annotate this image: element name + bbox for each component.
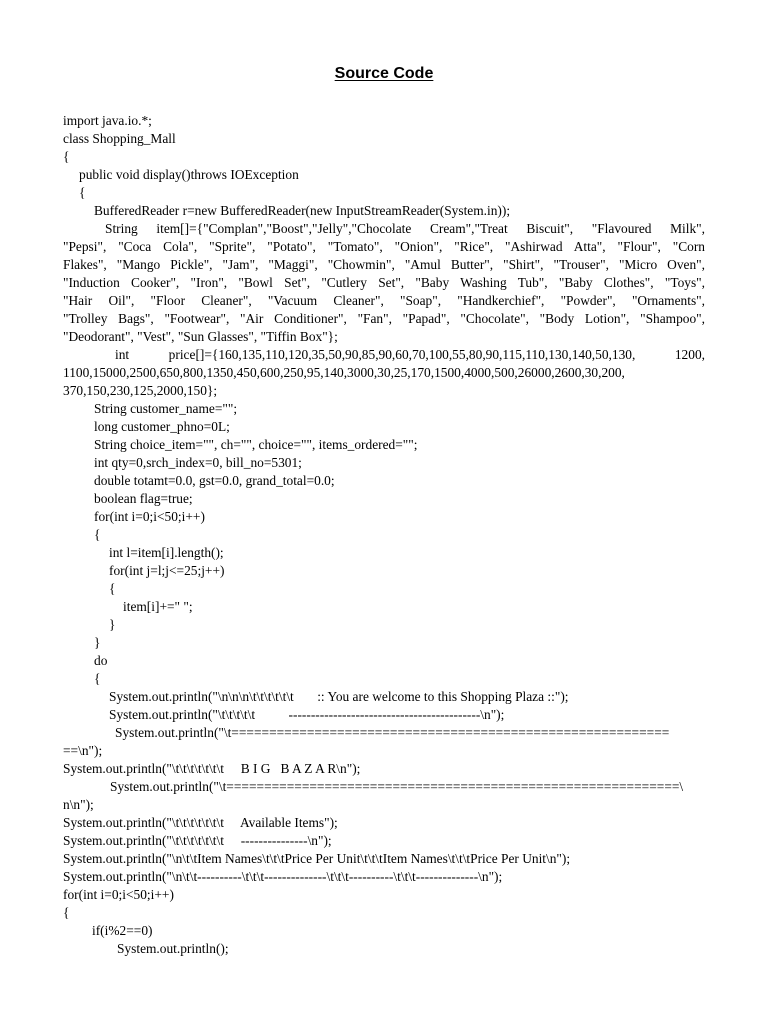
code-line: "Trolley Bags", "Footwear", "Air Conditioner", "Fan", "Papad", "Chocolate", "Body Lotion", "Shampoo",: [63, 311, 705, 326]
code-line: ==\n");: [63, 743, 103, 758]
code-line: long customer_phno=0L;: [94, 419, 230, 434]
code-line: String customer_name="";: [94, 401, 238, 416]
code-line: "Pepsi", "Coca Cola", "Sprite", "Potato", "Tomato", "Onion", "Rice", "Ashirwad Atta", "Flour", "Corn: [63, 239, 705, 254]
page-title: [0, 64, 768, 84]
code-line: System.out.println("\t============================================================\: [110, 779, 684, 794]
code-line: String item[]={"Complan","Boost","Jelly","Chocolate Cream","Treat Biscuit", "Flavoured Milk",: [105, 221, 705, 236]
code-line: System.out.println("\t\t\t\t\t\t\t B I G B A Z A R\n");: [63, 761, 361, 776]
code-line: System.out.println("\n\t\tItem Names\t\t\tPrice Per Unit\t\t\tItem Names\t\t\tPrice Per Unit\n");: [63, 851, 571, 866]
code-line: Flakes", "Mango Pickle", "Jam", "Maggi", "Chowmin", "Amul Butter", "Shirt", "Trouser", "Micro Oven",: [63, 257, 705, 272]
code-line: }: [109, 617, 116, 632]
code-line: import java.io.*;: [63, 113, 152, 128]
code-line: 370,150,230,125,2000,150};: [63, 383, 218, 398]
code-line: {: [63, 905, 70, 920]
code-line: System.out.println("\t\t\t\t\t\t\t ---------------\n");: [63, 833, 332, 848]
code-line: {: [63, 149, 70, 164]
code-line: "Hair Oil", "Floor Cleaner", "Vacuum Cleaner", "Soap", "Handkerchief", "Powder", "Ornaments",: [63, 293, 705, 308]
code-line: double totamt=0.0, gst=0.0, grand_total=0.0;: [94, 473, 335, 488]
code-line: int qty=0,srch_index=0, bill_no=5301;: [94, 455, 302, 470]
code-line: {: [94, 671, 101, 686]
code-line: System.out.println("\t==========================================================: [115, 725, 670, 740]
code-line: System.out.println();: [117, 941, 229, 956]
code-line: class Shopping_Mall: [63, 131, 176, 146]
code-line: for(int i=0;i<50;i++): [94, 509, 205, 524]
code-line: for(int i=0;i<50;i++): [63, 887, 174, 902]
code-line: n\n");: [63, 797, 94, 812]
code-line: public void display()throws IOException: [79, 167, 299, 182]
code-line: item[i]+=" ";: [123, 599, 193, 614]
code-line: boolean flag=true;: [94, 491, 193, 506]
code-line: System.out.println("\n\n\n\t\t\t\t\t\t :: You are welcome to this Shopping Plaza ::");: [109, 689, 569, 704]
code-line: int l=item[i].length();: [109, 545, 224, 560]
code-line: 1100,15000,2500,650,800,1350,450,600,250,95,140,3000,30,25,170,1500,4000,500,26000,2600,30,200,: [63, 365, 625, 380]
code-line: {: [79, 185, 86, 200]
code-line: do: [94, 653, 108, 668]
code-line: BufferedReader r=new BufferedReader(new InputStreamReader(System.in));: [94, 203, 511, 218]
code-line: String choice_item="", ch="", choice="", items_ordered="";: [94, 437, 418, 452]
code-line: {: [109, 581, 116, 596]
code-line: int price[]={160,135,110,120,35,50,90,85,90,60,70,100,55,80,90,115,110,130,140,50,130, 1200,: [115, 347, 705, 362]
page-title-text: Source Code: [334, 65, 434, 82]
code-line: {: [94, 527, 101, 542]
source-code-block: [63, 112, 705, 958]
code-line: System.out.println("\t\t\t\t\t\t\t Available Items");: [63, 815, 338, 830]
code-line: if(i%2==0): [92, 923, 153, 938]
code-line: "Deodorant", "Vest", "Sun Glasses", "Tiffin Box"};: [63, 329, 338, 344]
code-line: System.out.println("\n\t\t----------\t\t\t--------------\t\t\t----------\t\t\t--------------\n");: [63, 869, 503, 884]
code-line: "Induction Cooker", "Iron", "Bowl Set", "Cutlery Set", "Baby Washing Tub", "Baby Clothes", "Toys",: [63, 275, 705, 290]
code-line: for(int j=l;j<=25;j++): [109, 563, 225, 578]
code-line: }: [94, 635, 101, 650]
code-line: System.out.println("\t\t\t\t\t -------------------------------------------\n");: [109, 707, 505, 722]
